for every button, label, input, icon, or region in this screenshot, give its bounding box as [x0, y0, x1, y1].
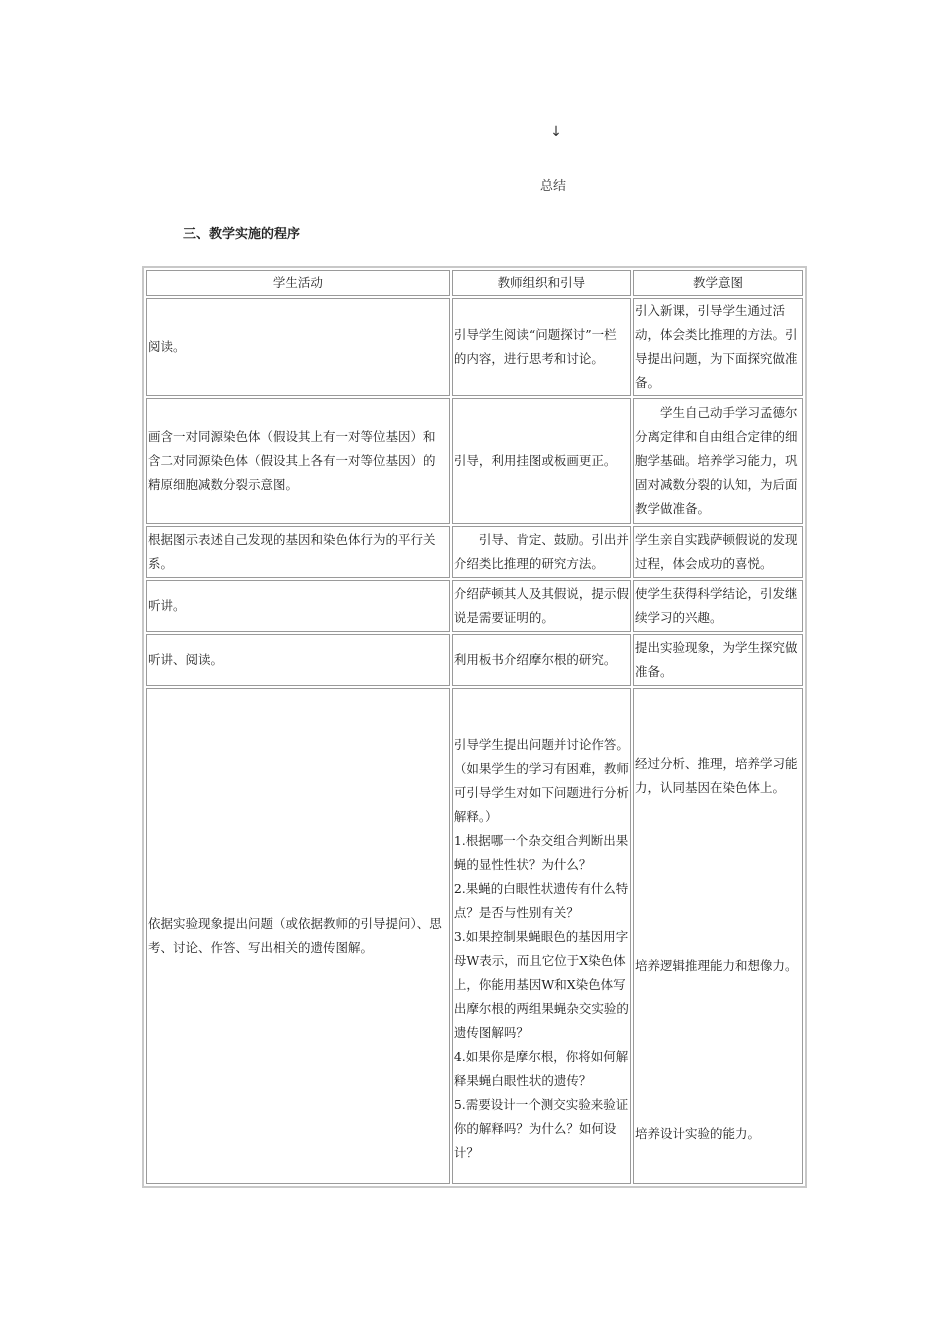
teaching-procedure-table [142, 266, 807, 1188]
teaching-intent-cell: 提出实验现象，为学生探究做准备。 [633, 634, 803, 686]
section-heading: 三、教学实施的程序 [183, 227, 301, 242]
header-teaching-intent: 教学意图 [633, 270, 803, 296]
teacher-guidance-intro: 引导学生提出问题并讨论作答。（如果学生的学习有困难，教师可引导学生对如下问题进行分析解释。） [453, 737, 629, 824]
flow-arrow: ↓ [550, 124, 562, 140]
table-row [146, 398, 803, 524]
teacher-guidance-cell [452, 688, 631, 1184]
intent-item-2: 培养逻辑推理能力和想像力。 [634, 958, 798, 973]
intent-item-1: 经过分析、推理，培养学习能力，认同基因在染色体上。 [634, 756, 798, 795]
intent-item-3: 培养设计实验的能力。 [634, 1126, 760, 1141]
student-activity-cell: 依据实验现象提出问题（或依据教师的引导提问）、思考、讨论、作答、写出相关的遗传图解。 [146, 688, 450, 1184]
teacher-guidance-cell: 引导，利用挂图或板画更正。 [452, 398, 631, 524]
teaching-intent-cell: 学生自己动手学习孟德尔分离定律和自由组合定律的细胞学基础。培养学习能力，巩固对减数分裂的认知，为后面教学做准备。 [633, 398, 803, 524]
flow-summary-label: 总结 [540, 179, 567, 194]
guiding-question-2: 2.果蝇的白眼性状遗传有什么特点？是否与性别有关？ [453, 881, 629, 920]
header-student-activity: 学生活动 [146, 270, 450, 296]
student-activity-cell: 听讲。 [146, 580, 450, 632]
teacher-guidance-cell: 引导学生阅读“问题探讨”一栏的内容，进行思考和讨论。 [452, 298, 631, 396]
table-row [146, 688, 803, 1184]
student-activity-cell: 根据图示表述自己发现的基因和染色体行为的平行关系。 [146, 526, 450, 578]
teacher-guidance-cell: 利用板书介绍摩尔根的研究。 [452, 634, 631, 686]
guiding-question-1: 1.根据哪一个杂交组合判断出果蝇的显性性状？为什么？ [453, 833, 629, 872]
header-teacher-guidance: 教师组织和引导 [452, 270, 631, 296]
student-activity-cell: 听讲、阅读。 [146, 634, 450, 686]
table-row [146, 634, 803, 686]
teaching-intent-cell: 引入新课，引导学生通过活动，体会类比推理的方法。引导提出问题，为下面探究做准备。 [633, 298, 803, 396]
teacher-guidance-cell: 介绍萨顿其人及其假说，提示假说是需要证明的。 [452, 580, 631, 632]
student-activity-cell: 画含一对同源染色体（假设其上有一对等位基因）和含二对同源染色体（假设其上各有一对等位基因）的精原细胞减数分裂示意图。 [146, 398, 450, 524]
table-row [146, 580, 803, 632]
table-header-row [146, 270, 803, 296]
student-activity-cell: 阅读。 [146, 298, 450, 396]
teacher-guidance-cell: 引导、肯定、鼓励。引出并介绍类比推理的研究方法。 [452, 526, 631, 578]
teaching-intent-cell: 使学生获得科学结论，引发继续学习的兴趣。 [633, 580, 803, 632]
table-row [146, 298, 803, 396]
guiding-question-5: 5.需要设计一个测交实验来验证你的解释吗？为什么？如何设计？ [453, 1097, 629, 1160]
table-row [146, 526, 803, 578]
teaching-intent-cell [633, 688, 803, 1184]
teaching-intent-cell: 学生亲自实践萨顿假说的发现过程，体会成功的喜悦。 [633, 526, 803, 578]
guiding-question-3: 3.如果控制果蝇眼色的基因用字母W表示，而且它位于X染色体上，你能用基因W和X染色体写出摩尔根的两组果蝇杂交实验的遗传图解吗？ [453, 929, 629, 1040]
guiding-question-4: 4.如果你是摩尔根，你将如何解释果蝇白眼性状的遗传？ [453, 1049, 629, 1088]
